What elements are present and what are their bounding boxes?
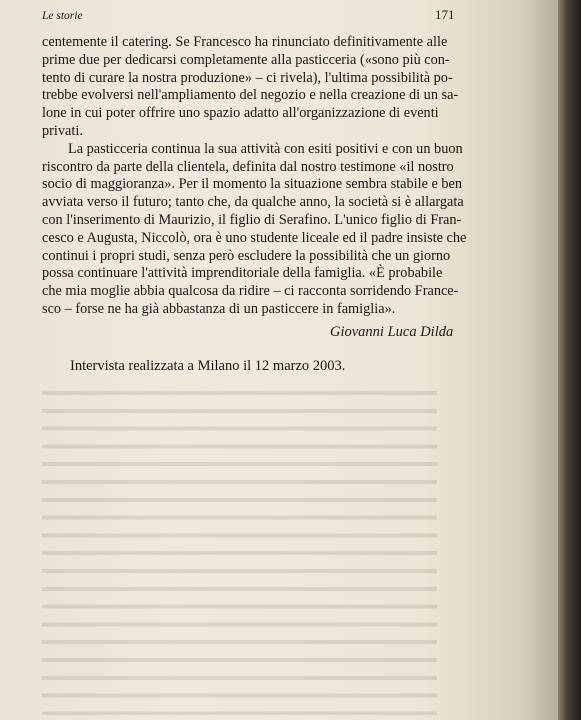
p2-line-4: avviata verso il futuro; tanto che, da qualche anno, la società si è allargata xyxy=(42,194,464,211)
p2-line-6: cesco e Augusta, Niccolò, ora è uno studente liceale ed il padre insiste che xyxy=(42,229,467,246)
p2-line-5: con l'inserimento di Maurizio, il figlio di Serafino. L'unico figlio di Fran- xyxy=(42,211,462,228)
interview-note: Intervista realizzata a Milano il 12 marzo 2003. xyxy=(70,358,346,374)
p1-line-5: lone in cui poter offrire uno spazio adatto all'organizzazione di eventi xyxy=(42,105,439,122)
author-signature: Giovanni Luca Dilda xyxy=(330,324,454,340)
p2-line-9: che mia moglie abbia qualcosa da ridire – ci racconta sorridendo France- xyxy=(42,283,459,300)
book-spine-shadow xyxy=(558,0,581,720)
running-title: Le storie xyxy=(42,10,83,22)
page-number: 171 xyxy=(435,7,455,22)
p2-line-8: possa continuare l'attività imprenditoriale della famiglia. «È probabile xyxy=(42,265,443,282)
p1-line-2: prime due per dedicarsi completamente alla pasticceria («sono più con- xyxy=(42,51,450,68)
p2-line-2: riscontro da parte della clientela, definita dal nostro testimone «il nostro xyxy=(42,158,454,175)
p1-line-6: privati. xyxy=(42,122,83,139)
body-text xyxy=(42,34,467,319)
p2-line-3: socio di maggioranza». Per il momento la situazione sembra stabile e ben xyxy=(42,176,463,193)
show-through-text xyxy=(42,385,437,715)
p1-line-4: trebbe evolversi nell'ampliamento del negozio e nella creazione di un sa- xyxy=(42,87,459,104)
p1-line-1: centemente il catering. Se Francesco ha rinunciato definitivamente alle xyxy=(42,34,448,50)
p2-line-1: La pasticceria continua la sua attività con esiti positivi e con un buon xyxy=(68,140,463,157)
p2-line-10: sco – forse ne ha già abbastanza di un pasticcere in famiglia». xyxy=(42,300,396,317)
p2-line-7: continui i propri studi, senza però escludere la possibilità che un giorno xyxy=(42,247,451,264)
p1-line-3: tento di curare la nostra produzione» – ci rivela), l'ultima possibilità po- xyxy=(42,69,453,86)
